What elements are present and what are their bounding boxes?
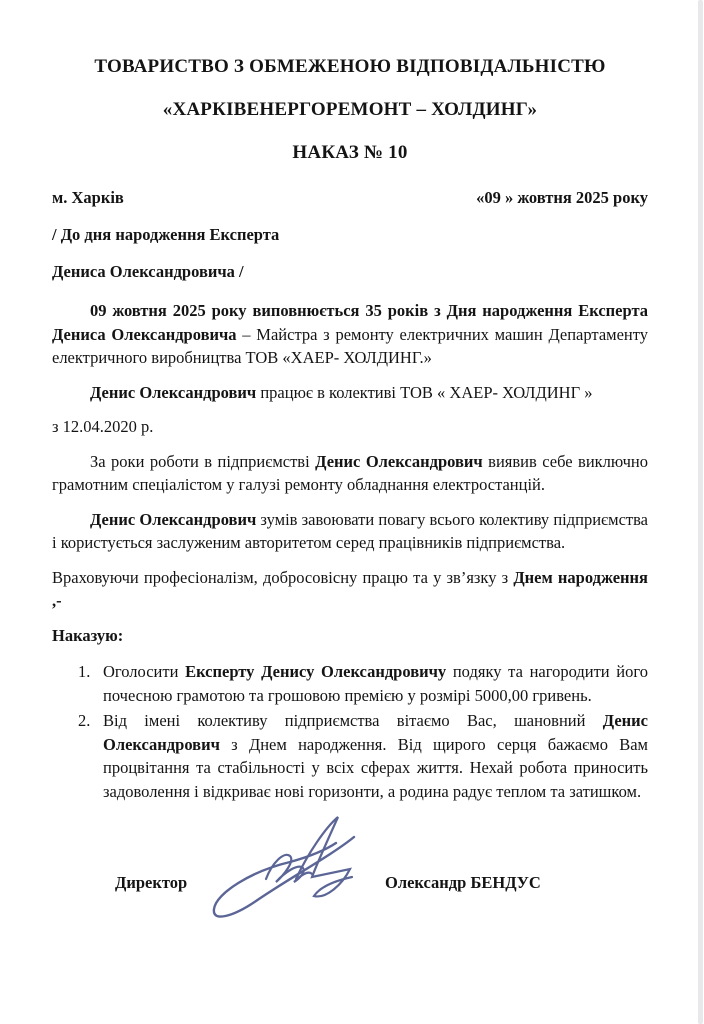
document-date: «09 » жовтня 2025 року [476, 188, 648, 207]
meta-row [52, 188, 648, 208]
handwritten-signature-icon [204, 807, 374, 925]
signer-name: Олександр БЕНДУС [385, 873, 541, 892]
order-item-1-number: 1. [78, 662, 91, 681]
signature-stroke-letters [266, 855, 312, 882]
paragraph-respect: Денис Олександрович зумів завоювати повагу всього колективу підприємства і користується заслуженим авторитетом серед працівників підприємства. [52, 509, 649, 552]
scrollbar[interactable] [698, 0, 703, 1024]
paragraph-since-date: з 12.04.2020 р. [52, 417, 154, 436]
order-item-1 [78, 660, 648, 707]
company-name-heading: «ХАРКІВЕНЕРГОРЕМОНТ – ХОЛДИНГ» [162, 99, 538, 120]
signature-stroke-flourish [296, 817, 352, 896]
directive-heading: Наказую: [52, 625, 124, 645]
paragraph-works-at: Денис Олександрович працює в колективі ТОВ « ХАЕР- ХОЛДИНГ » [90, 382, 593, 402]
subject-line-2: Дениса Олександровича / [52, 262, 244, 281]
order-item-2-number: 2. [78, 711, 91, 730]
order-list [52, 660, 648, 803]
order-item-1-text: Оголосити Експерту Денису Олександровичу подяку та нагородити його почесною грамотою та грошовою премією у розмірі 5000,00 гривень. [103, 662, 648, 705]
document-city: м. Харків [52, 188, 124, 207]
paragraph-specialist: За роки роботи в підприємстві Денис Олександрович виявив себе виключно грамотним спеціалістом у галузі ремонту обладнання електростанцій. [52, 451, 648, 494]
signature-stroke-loop [214, 837, 354, 917]
order-item-2-text: Від імені колективу підприємства вітаємо Вас, шановний Денис Олександрович з Днем народження. Від щирого серця бажаємо Вам процвітання та стабільності у всіх сферах життя. Нехай робота приносить задоволення і відкриває нові горизонти, а родина радує теплом та затишком. [103, 711, 648, 801]
subject-line-1: / До дня народження Експерта [52, 225, 280, 244]
signature-block [52, 855, 648, 941]
order-title: НАКАЗ № 10 [292, 142, 408, 163]
paragraph-considering: Враховуючи професіоналізм, добросовісну працю та у зв’язку з Днем народження ,- [52, 567, 648, 610]
paragraph-birthday-intro: 09 жовтня 2025 року виповнюється 35 років з Дня народження Експерта Дениса Олександровича – Майстра з ремонту електричних машин Департаменту електричного виробництва ТОВ «ХАЕР- ХОЛДИНГ.» [52, 301, 648, 367]
signer-role-label: Директор [115, 873, 188, 892]
order-item-2 [78, 709, 648, 803]
company-type-heading: ТОВАРИСТВО З ОБМЕЖЕНОЮ ВІДПОВІДАЛЬНІСТЮ [94, 56, 606, 77]
